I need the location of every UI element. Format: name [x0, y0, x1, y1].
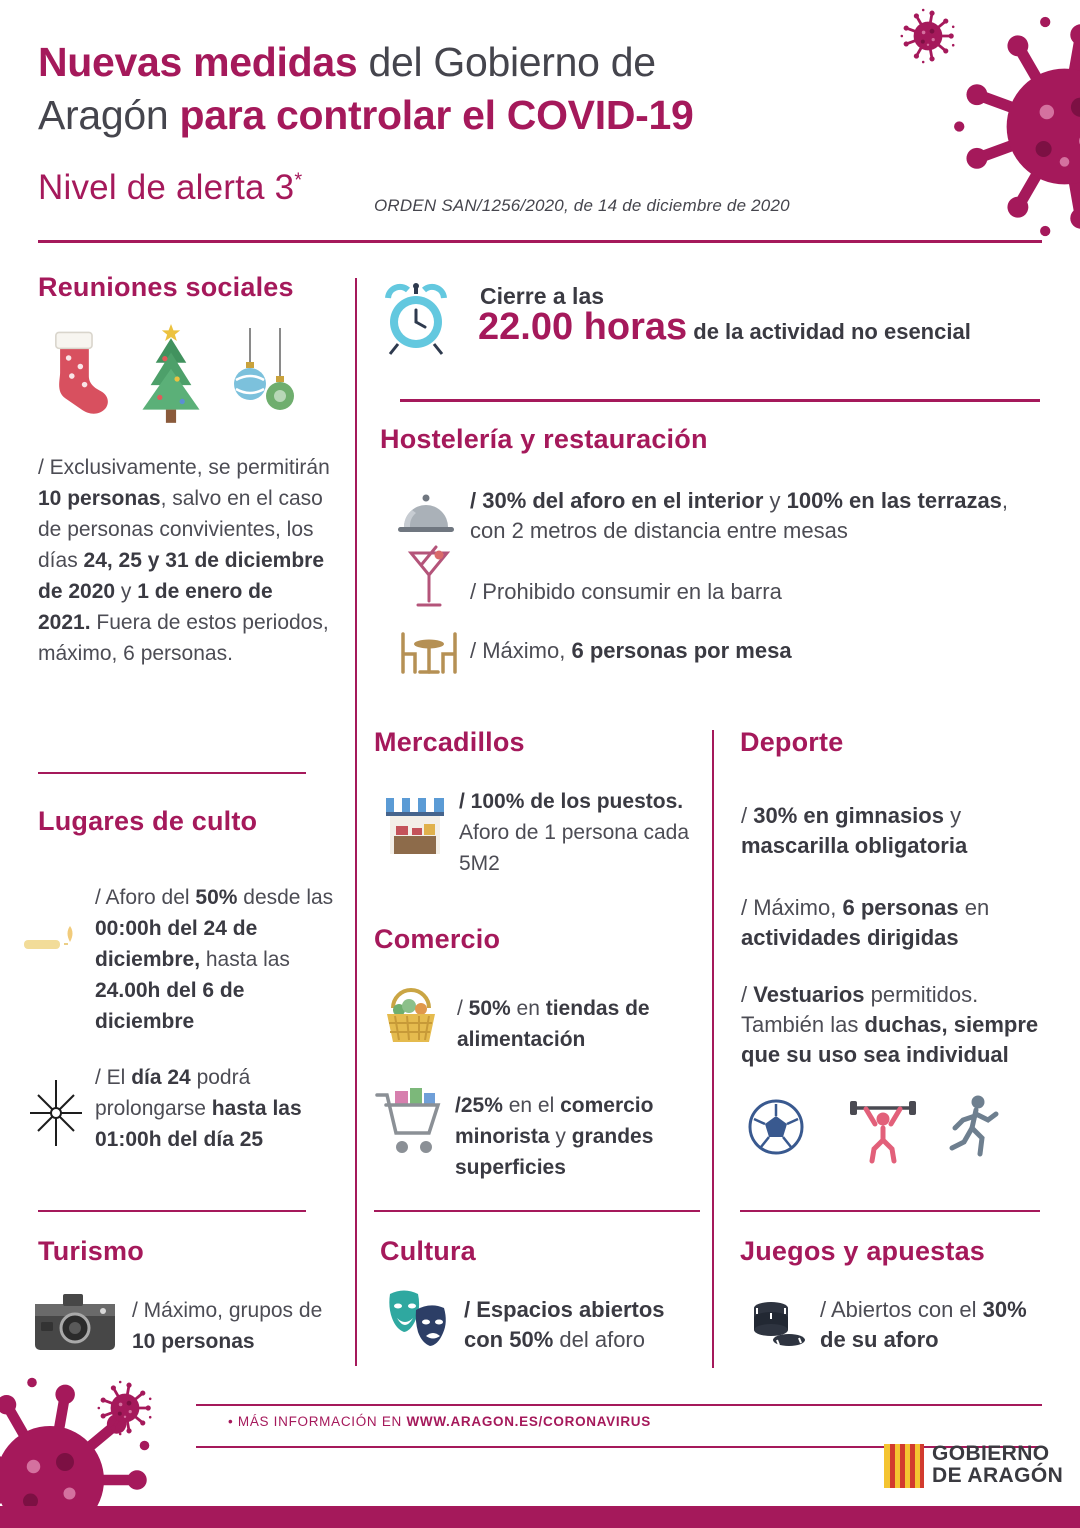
hosteleria-item-1: / 30% del aforo en el interior y 100% en las terrazas, con 2 metros de distancia entre mesas: [470, 488, 1009, 543]
alert-asterisk: *: [294, 169, 303, 192]
culto-item-1: / Aforo del 50% desde las 00:00h del 24 de diciembre, hasta las 24.00h del 6 de diciembre: [95, 886, 334, 1033]
cultura-body-text: / Espacios abiertos con 50% del aforo: [464, 1297, 665, 1352]
ornaments-icon: [224, 328, 304, 437]
turismo-body-text: / Máximo, grupos de 10 personas: [132, 1299, 323, 1353]
cierre-line-2: 22.00 horas de la actividad no esencial: [478, 306, 971, 348]
hosteleria-item-2: / Prohibido consumir en la barra: [470, 579, 782, 604]
juegos-body-text: / Abiertos con el 30% de su aforo: [820, 1297, 1027, 1352]
section-title-turismo: Turismo: [38, 1236, 144, 1266]
section-title-mercadillos: Mercadillos: [374, 727, 525, 757]
government-logo-text: [932, 1443, 1063, 1487]
header-divider: [38, 240, 1042, 243]
alert-level: [38, 168, 302, 208]
logo-line-1: GOBIERNO: [932, 1442, 1050, 1465]
mercadillos-body-text: / 100% de los puestos. Aforo de 1 persona cada 5M2: [459, 790, 689, 875]
order-reference: ORDEN SAN/1256/2020, de 14 de diciembre de 2020: [374, 196, 790, 215]
theater-masks-icon: [382, 1288, 452, 1359]
stocking-icon: [42, 326, 108, 429]
cocktail-icon: [406, 545, 452, 616]
reuniones-body-text: / Exclusivamente, se permitirán 10 personas, salvo en el caso de personas convivientes, los días 24, 25 y 31 de diciembre de 2020 y 1 de enero de 2021. Fuera de estos periodos, máximo, 6 personas.: [38, 456, 330, 665]
culto-item-2: / El día 24 podrá prolongarse hasta las 01:00h del día 25: [95, 1066, 302, 1151]
section-title-culto: Lugares de culto: [38, 806, 258, 836]
deporte-item-3: / Vestuarios permitidos. También las duchas, siempre que su uso sea individual: [741, 982, 1039, 1067]
footer-info-text: • MÁS INFORMACIÓN EN WWW.ARAGON.ES/CORONAVIRUS: [228, 1414, 651, 1429]
virus-icon: [952, 14, 1080, 239]
camera-icon: [33, 1288, 117, 1359]
comercio-item-2: /25% en el comercio minorista y grandes superficies: [455, 1094, 654, 1179]
runner-icon: [942, 1092, 1004, 1171]
hosteleria-item-3: / Máximo, 6 personas por mesa: [470, 638, 792, 663]
divider: [740, 1210, 1040, 1212]
candle-icon: [20, 912, 86, 967]
section-title-hosteleria: Hostelería y restauración: [380, 424, 708, 454]
poker-chips-icon: [747, 1290, 807, 1357]
section-title-comercio: Comercio: [374, 924, 501, 954]
virus-icon-small: [97, 1380, 153, 1436]
column-divider: [355, 278, 357, 1366]
title-line-2: Aragón para controlar el COVID-19: [38, 92, 694, 138]
title-line-1: Nuevas medidas del Gobierno de: [38, 39, 656, 85]
serving-cloche-icon: [396, 489, 456, 546]
sparkle-star-icon: [24, 1078, 88, 1153]
divider: [374, 1210, 700, 1212]
deporte-item-1: / 30% en gimnasios y mascarilla obligatoria: [741, 803, 968, 858]
column-divider: [712, 730, 714, 1368]
grocery-basket-icon: [379, 986, 443, 1055]
bottom-color-bar: [0, 1506, 1080, 1528]
logo-line-2: DE ARAGÓN: [932, 1464, 1064, 1487]
table-chairs-icon: [396, 628, 462, 683]
virus-icon-small: [900, 8, 956, 64]
christmas-tree-icon: [126, 322, 216, 437]
section-title-cultura: Cultura: [380, 1236, 476, 1266]
divider: [38, 772, 306, 774]
divider: [400, 399, 1040, 402]
section-title-reuniones: Reuniones sociales: [38, 272, 294, 302]
aragon-flag-icon: [884, 1444, 924, 1493]
divider: [38, 1210, 306, 1212]
weightlifter-icon: [848, 1092, 918, 1171]
comercio-item-1: / 50% en tiendas de alimentación: [457, 997, 650, 1051]
section-title-juegos: Juegos y apuestas: [740, 1236, 986, 1266]
shopping-cart-icon: [373, 1083, 445, 1168]
alert-level-text: Nivel de alerta 3: [38, 168, 295, 207]
section-title-deporte: Deporte: [740, 727, 844, 757]
alarm-clock-icon: [378, 280, 454, 363]
market-stall-icon: [382, 792, 448, 865]
page-title: [38, 36, 694, 142]
cierre-line-1: Cierre a las: [480, 283, 605, 309]
footer-divider-top: [196, 1404, 1042, 1406]
deporte-item-2: / Máximo, 6 personas en actividades dirigidas: [741, 895, 990, 950]
soccer-ball-icon: [747, 1098, 805, 1161]
